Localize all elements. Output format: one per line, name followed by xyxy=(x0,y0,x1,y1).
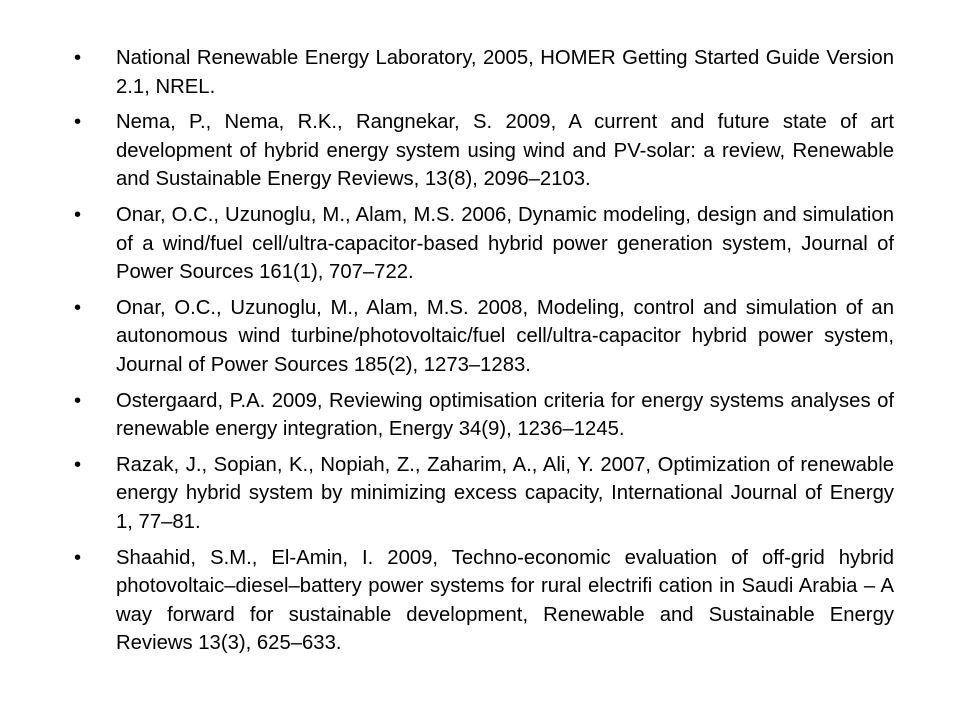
reference-item xyxy=(72,108,894,194)
reference-text: Nema, P., Nema, R.K., Rangnekar, S. 2009, A current and future state of art development of hybrid energy system using wind and PV-solar: a review, Renewable and Sustainable Energy Reviews, 13(8), 2096–2103. xyxy=(116,111,894,191)
reference-item xyxy=(72,544,894,658)
reference-list xyxy=(72,44,894,665)
reference-text: Shaahid, S.M., El-Amin, I. 2009, Techno-economic evaluation of off-grid hybrid photovoltaic–diesel–battery power systems for rural electrifi cation in Saudi Arabia – A way forward for sustainable development, Renewable and Sustainable Energy Reviews 13(3), 625–633. xyxy=(116,546,894,655)
bullet-icon: • xyxy=(74,111,82,134)
bullet-icon: • xyxy=(74,453,82,476)
reference-text: Ostergaard, P.A. 2009, Reviewing optimisation criteria for energy systems analyses of renewable energy integration, Energy 34(9), 1236–1245. xyxy=(116,389,894,441)
reference-item xyxy=(72,44,894,101)
bullet-icon: • xyxy=(74,546,82,569)
bullet-icon: • xyxy=(74,47,82,69)
bullet-icon: • xyxy=(74,203,82,226)
reference-item xyxy=(72,201,894,287)
reference-text: Onar, O.C., Uzunoglu, M., Alam, M.S. 2006, Dynamic modeling, design and simulation of a wind/fuel cell/ultra-capacitor-based hybrid power generation system, Journal of Power Sources 161(1), 707–722. xyxy=(116,203,894,284)
reference-text: National Renewable Energy Laboratory, 2005, HOMER Getting Started Guide Version 2.1, NREL. xyxy=(116,47,894,98)
bullet-icon: • xyxy=(74,296,82,319)
reference-item xyxy=(72,451,894,537)
reference-item xyxy=(72,294,894,380)
reference-text: Razak, J., Sopian, K., Nopiah, Z., Zaharim, A., Ali, Y. 2007, Optimization of renewable energy hybrid system by minimizing excess capacity, International Journal of Energy 1, 77–81. xyxy=(116,453,894,533)
bullet-icon: • xyxy=(74,389,82,412)
reference-text: Onar, O.C., Uzunoglu, M., Alam, M.S. 2008, Modeling, control and simulation of an autonomous wind turbine/photovoltaic/fuel cell/ultra-capacitor hybrid power system, Journal of Power Sources 185(2), 1273–1283. xyxy=(116,296,894,376)
reference-item xyxy=(72,387,894,444)
